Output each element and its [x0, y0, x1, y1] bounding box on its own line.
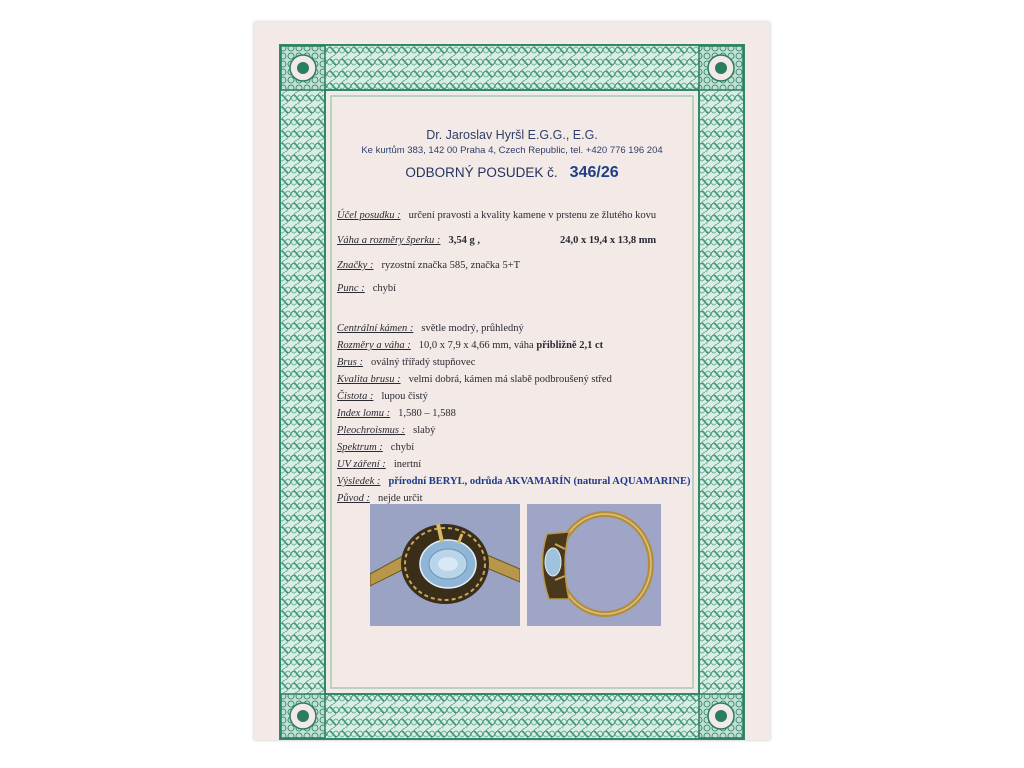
- spectrum-value: chybí: [390, 442, 415, 453]
- ri-label: Index lomu :: [337, 408, 391, 419]
- marks-value: ryzostní značka 585, značka 5+T: [381, 260, 521, 271]
- hallmark-label: Punc :: [337, 283, 365, 294]
- pleochroism-value: slabý: [413, 425, 436, 436]
- ri-value: 1,580 – 1,588: [398, 408, 456, 419]
- origin-label: Původ :: [337, 493, 370, 504]
- report-title-label: ODBORNÝ POSUDEK č.: [405, 165, 558, 180]
- purpose-label: Účel posudku :: [337, 210, 401, 221]
- uv-label: UV záření :: [337, 459, 386, 470]
- clarity-label: Čistota :: [337, 391, 374, 402]
- row-size-weight: [337, 339, 603, 352]
- central-stone-label: Centrální kámen :: [337, 323, 414, 334]
- uv-value: inertní: [393, 459, 422, 470]
- row-spectrum: [337, 441, 414, 454]
- row-refractive-index: [337, 407, 456, 420]
- issuer-name: Dr. Jaroslav Hyršl E.G.G., E.G.: [426, 128, 598, 142]
- weight-dims-label: Váha a rozměry šperku :: [337, 235, 441, 246]
- size-weight-label: Rozměry a váha :: [337, 340, 411, 351]
- ring-photo-side: [527, 504, 661, 626]
- cut-value: oválný třířadý stupňovec: [370, 357, 476, 368]
- jewel-weight: 3,54 g ,: [448, 235, 480, 246]
- marks-label: Značky :: [337, 260, 374, 271]
- report-number: 346/26: [569, 164, 619, 181]
- row-uv: [337, 458, 421, 471]
- issuer-address: Ke kurtům 383, 142 00 Praha 4, Czech Republic, tel. +420 776 196 204: [361, 145, 663, 156]
- row-marks: [337, 259, 520, 272]
- purpose-value: určení pravosti a kvality kamene v prstenu ze žlutého kovu: [408, 210, 657, 221]
- row-result: [337, 475, 690, 488]
- clarity-value: lupou čistý: [381, 391, 428, 402]
- row-weight-dims: [337, 234, 656, 247]
- row-hallmark: [337, 282, 396, 295]
- hallmark-value: chybí: [372, 283, 397, 294]
- spectrum-label: Spektrum :: [337, 442, 383, 453]
- result-value: přírodní BERYL, odrůda AKVAMARÍN (natural AQUAMARINE): [388, 476, 691, 487]
- row-cut-quality: [337, 373, 612, 386]
- pleochroism-label: Pleochroismus :: [337, 425, 406, 436]
- central-stone-value: světle modrý, průhledný: [421, 323, 524, 334]
- row-central-stone: [337, 322, 524, 335]
- row-purpose: [337, 209, 656, 222]
- ring-photo-top: [370, 504, 520, 626]
- cut-quality-label: Kvalita brusu :: [337, 374, 401, 385]
- row-clarity: [337, 390, 428, 403]
- cut-label: Brus :: [337, 357, 363, 368]
- row-pleochroism: [337, 424, 435, 437]
- certificate-sheet: [254, 22, 770, 740]
- report-title: [254, 164, 770, 182]
- origin-value: nejde určit: [377, 493, 423, 504]
- jewel-dimensions: 24,0 x 19,4 x 13,8 mm: [559, 235, 657, 246]
- row-cut: [337, 356, 475, 369]
- result-label: Výsledek :: [337, 476, 381, 487]
- size-weight-value: 10,0 x 7,9 x 4,66 mm, váha: [418, 340, 534, 351]
- cut-quality-value: velmi dobrá, kámen má slabě podbroušený střed: [408, 374, 612, 385]
- size-weight-carat: přibližně 2,1 ct: [536, 340, 604, 351]
